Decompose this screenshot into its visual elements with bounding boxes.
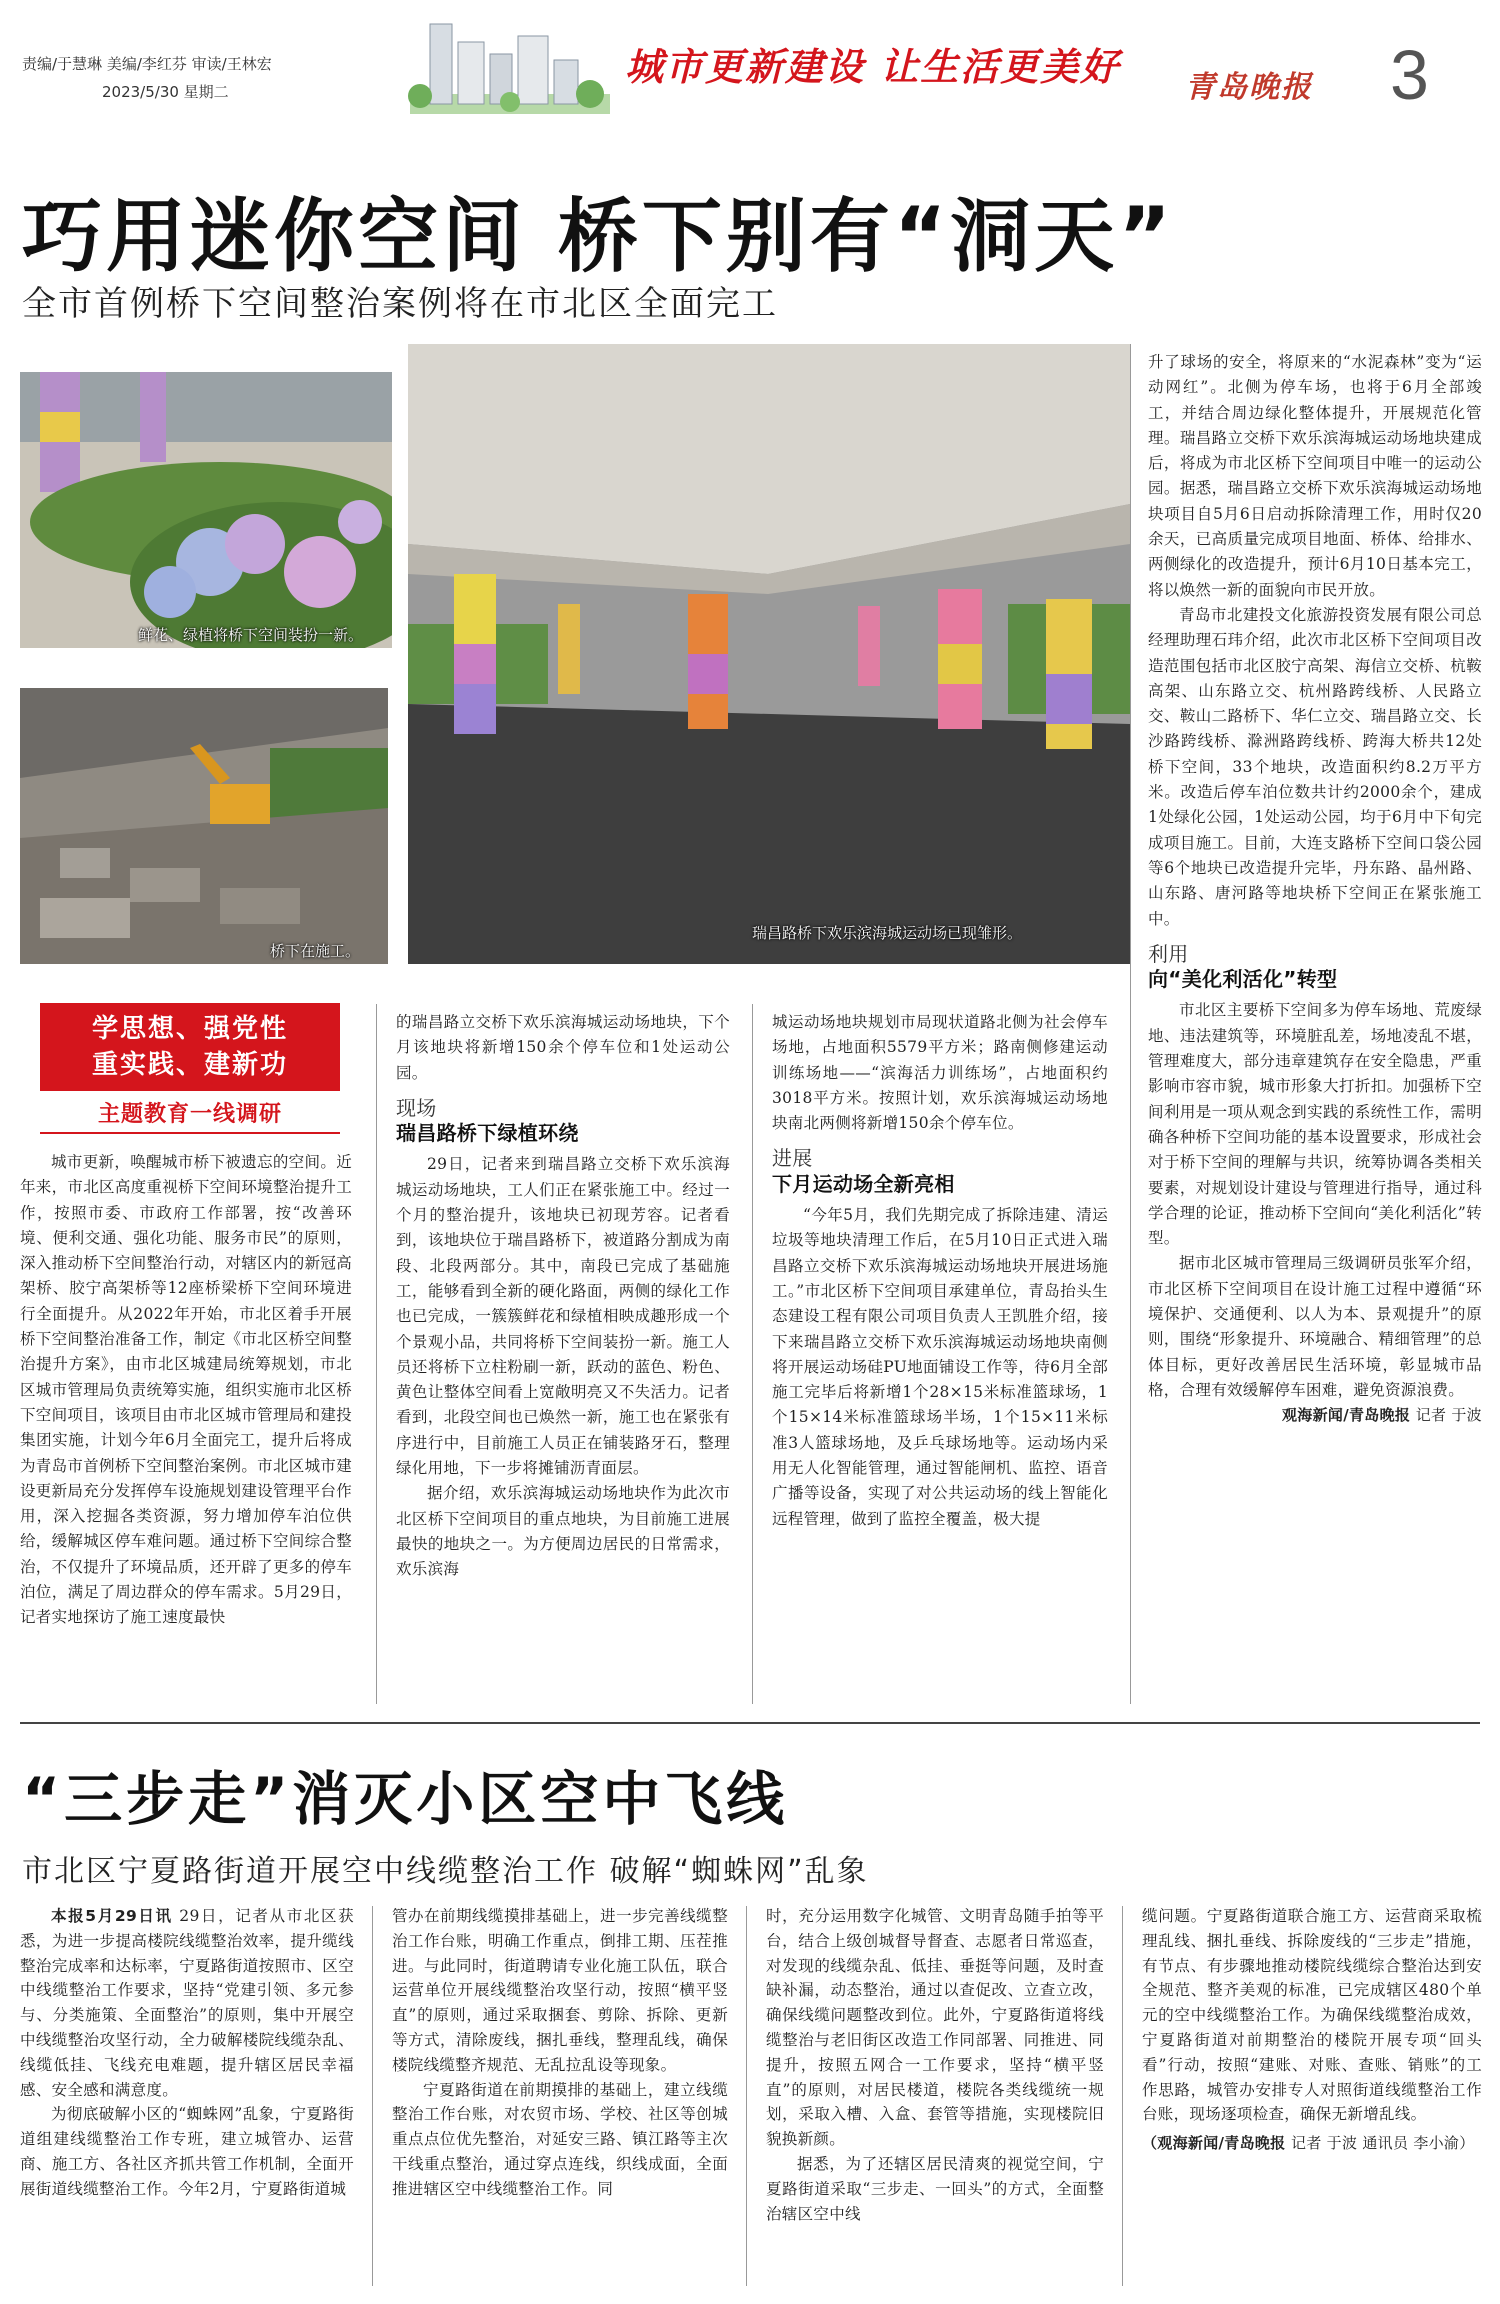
section-label: 进展 (772, 1146, 813, 1171)
section-title: 向“美化利活化”转型 (1148, 967, 1338, 992)
article1-column-2 (396, 1010, 730, 1583)
paragraph: 29日，记者来到瑞昌路立交桥下欢乐滨海城运动场地块，工人们正在紧张施工中。经过一个月的整治提升，该地块已初现芳容。记者看到，该地块位于瑞昌路桥下，被道路分割成为南段、北段两部分。其中，南段已完成了基础施工，能够看到全新的硬化路面，两侧的绿化工作也已完成，一簇簇鲜花和绿植相映成趣形成一个个景观小品，共同将桥下空间装扮一新。施工人员还将桥下立柱粉刷一新，跃动的蓝色、粉色、黄色让整体空间看上宽敞明亮又不失活力。记者看到，北段空间也已焕然一新，施工也在紧张有序进行中，目前施工人员正在铺装路牙石，整理绿化用地，下一步将摊铺沥青面层。 (396, 1155, 730, 1478)
article1-column-1 (20, 1150, 352, 1631)
article1-headline: 巧用迷你空间 桥下别有“洞天” (22, 190, 1176, 283)
column-divider (376, 1004, 377, 1704)
article1-subheadline: 全市首例桥下空间整治案例将在市北区全面完工 (22, 284, 778, 324)
section-title: 瑞昌路桥下绿植环绕 (396, 1121, 579, 1146)
article2-byline: （观海新闻/青岛晚报 记者 于波 通讯员 李小渝） (1142, 2134, 1475, 2153)
photo-sports-ground (408, 344, 1130, 964)
section-divider (20, 1722, 1480, 1724)
article2-column-4 (1142, 1904, 1482, 2156)
editor-credits (22, 50, 272, 106)
column-divider (1130, 344, 1131, 1704)
article1-column-3 (772, 1010, 1108, 1532)
photo-flowers (20, 372, 392, 648)
paragraph: 时，充分运用数字化城管、文明青岛随手拍等平台，结合上级创城督导督查、志愿者日常巡查，对发现的线缆杂乱、低挂、垂挺等问题，及时查缺补漏，动态整治，通过以查促改、立查立改，确保线缆问题整改到位。此外，宁夏路街道将线缆整治与老旧街区改造工作同部署、同推进、同提升，按照五网合一工作要求，坚持“横平竖直”的原则，对居民楼道，楼院各类线缆统一规划，采取入槽、入盒、套管等措施，实现楼院旧貌换新颜。 (766, 1907, 1104, 2149)
photo-caption: 桥下在施工。 (270, 942, 361, 960)
paragraph: 的瑞昌路立交桥下欢乐滨海城运动场地块，下个月该地块将新增150余个停车位和1处运动公园。 (396, 1013, 730, 1082)
column-divider (752, 1004, 753, 1704)
paragraph: 据悉，为了还辖区居民清爽的视觉空间，宁夏路街道采取“三步走、一回头”的方式，全面整治辖区空中线 (766, 2154, 1104, 2223)
paragraph: 青岛市北建投文化旅游投资发展有限公司总经理助理石玮介绍，此次市北区桥下空间项目改造范围包括市北区胶宁高架、海信立交桥、杭鞍高架、山东路立交、杭州路跨线桥、人民路立交、鞍山二路桥下、华仁立交、瑞昌路立交、长沙路跨线桥、滁洲路跨线桥、跨海大桥共12处桥下空间，33个地块，改造面积约8.2万平方米。改造后停车泊位数共计约2000余个，建成1处绿化公园，1处运动公园，均于6月中下旬完成项目施工。目前，大连支路桥下空间口袋公园等6个地块已改造提升完毕，丹东路、晶州路、山东路、唐河路等地块桥下空间正在紧张施工中。 (1148, 605, 1482, 928)
column-divider (746, 1906, 747, 2286)
section-title: 下月运动场全新亮相 (772, 1171, 955, 1196)
paragraph: 宁夏路街道在前期摸排的基础上，建立线缆整治工作台账，对农贸市场、学校、社区等创城重点点位优先整治，对延安三路、镇江路等主次干线重点整治，通过穿点连线，织线成面，全面推进辖区空中线缆整治工作。同 (392, 2080, 728, 2198)
masthead (0, 0, 1500, 140)
banner-slogan: 城市更新建设 让生活更美好 (625, 45, 1121, 89)
section-label: 利用 (1148, 941, 1189, 966)
theme-badge (40, 1003, 340, 1134)
paragraph: “今年5月，我们先期完成了拆除违建、清运垃圾等地块清理工作后，在5月10日正式进入瑞昌路立交桥下欢乐滨海城运动场地块开展进场施工。”市北区桥下空间项目承建单位，青岛抬头生态建设工程有限公司项目负责人王凯胜介绍，接下来瑞昌路立交桥下欢乐滨海城运动场地块南侧将开展运动场硅PU地面铺设工作等，待6月全部施工完毕后将新增1个28×15米标准篮球场，1个15×14米标准篮球场半场，1个15×11米标准3人篮球场地，及乒乓球场地等。运动场内采用无人化智能管理，通过智能闸机、监控、语音广播等设备，实现了对公共运动场的线上智能化远程管理，做到了监控全覆盖，极大提 (772, 1206, 1108, 1528)
photo-caption: 鲜花、绿植将桥下空间装扮一新。 (138, 626, 364, 644)
article2-column-1 (20, 1904, 354, 2202)
paragraph: 本报5月29日讯 29日，记者从市北区获悉，为进一步提高楼院线缆整治效率，提升缆线整治完成率和达标率，宁夏路街道按照市、区空中线缆整治工作要求，坚持“党建引领、多元参与、分类施策、全面整治”的原则，集中开展空中线缆整治攻坚行动，全力破解楼院线缆杂乱、线缆低挂、飞线充电难题，提升辖区居民幸福感、安全感和满意度。 (20, 1907, 354, 2099)
article2-subheadline: 市北区宁夏路街道开展空中线缆整治工作 破解“蜘蛛网”乱象 (22, 1854, 869, 1889)
paragraph: 为彻底破解小区的“蜘蛛网”乱象，宁夏路街道组建线缆整治工作专班，建立城管办、运营商、施工方、各社区齐抓共管工作机制，全面开展街道线缆整治工作。今年2月，宁夏路街道城 (20, 2105, 354, 2198)
article1-column-4 (1148, 350, 1482, 1428)
article2-column-3 (766, 1904, 1104, 2226)
article1-byline: 观海新闻/青岛晚报 记者 于波 (1282, 1406, 1482, 1425)
city-skyline-illustration (390, 14, 620, 122)
column-divider (1122, 1906, 1123, 2286)
paragraph: 管办在前期线缆摸排基础上，进一步完善线缆整治工作台账，明确工作重点，倒排工期、压茬推进。与此同时，街道聘请专业化施工队伍，联合运营单位开展线缆整治攻坚行动，按照“横平竖直”的原则，通过采取捆套、剪除、拆除、更新等方式，清除废线，捆扎垂线，整理乱线，确保楼院线缆整齐规范、无乱拉乱设等现象。 (392, 1907, 728, 2074)
column-divider (372, 1906, 373, 2286)
credits-line: 责编/于慧琳 美编/李红芬 审读/王林宏 (22, 55, 272, 73)
dateline: 本报5月29日讯 (51, 1907, 173, 1925)
badge-subtitle: 主题教育一线调研 (97, 1102, 282, 1127)
issue-date: 2023/5/30 星期二 (102, 83, 229, 101)
paragraph: 据市北区城市管理局三级调研员张军介绍，市北区桥下空间项目在设计施工过程中遵循“环境保护、交通便利、以人为本、景观提升”的原则，围绕“形象提升、环境融合、精细管理”的总体目标，更好改善居民生活环境，彰显城市品格，合理有效缓解停车困难，避免资源浪费。 (1148, 1254, 1482, 1399)
page-number: 3 (1390, 36, 1429, 114)
paragraph: 城市更新，唤醒城市桥下被遗忘的空间。近年来，市北区高度重视桥下空间环境整治提升工作，按照市委、市政府工作部署，按“改善环境、便利交通、强化功能、服务市民”的原则，深入推动桥下空间整治行动，对辖区内的新冠高架桥、胶宁高架桥等12座桥梁桥下空间环境进行全面提升。从2022年开始，市北区着手开展桥下空间整治准备工作，制定《市北区桥空间整治提升方案》，由市北区城建局统筹规划，市北区城市管理局负责统筹实施，组织实施市北区桥下空间项目，该项目由市北区城市管理局和建投集团实施，计划今年6月全面完工，提升后将成为青岛市首例桥下空间整治案例。市北区城市建设更新局充分发挥停车设施规划建设管理平台作用，深入挖掘各类资源，努力增加停车泊位供给，缓解城区停车难问题。通过桥下空间综合整治，不仅提升了环境品质，还开辟了更多的停车泊位，满足了周边群众的停车需求。5月29日，记者实地探访了施工速度最快 (20, 1153, 352, 1627)
paragraph: 市北区主要桥下空间多为停车场地、荒废绿地、违法建筑等，环境脏乱差，场地凌乱不堪，管理难度大，部分违章建筑存在安全隐患，严重影响市容市貌，城市形象大打折扣。加强桥下空间利用是一项从观念到实践的系统性工作，需明确各种桥下空间功能的基本设置要求，形成社会对于桥下空间的理解与共识，统筹协调各类相关要素，对规划设计建设与管理进行指导，通过科学合理的论证，推动桥下空间向“美化利活化”转型。 (1148, 1001, 1482, 1248)
photo-caption: 瑞昌路桥下欢乐滨海城运动场已现雏形。 (752, 924, 1023, 942)
photo-construction (20, 688, 388, 964)
paragraph: 城运动场地块规划市局现状道路北侧为社会停车场地，占地面积5579平方米；路南侧修建运动训练场地——“滨海活力训练场”，占地面积约3018平方米。按照计划，欢乐滨海城运动场地块南北两侧将新增150余个停车位。 (772, 1013, 1108, 1133)
paragraph: 缆问题。宁夏路街道联合施工方、运营商采取梳理乱线、捆扎垂线、拆除废线的“三步走”措施，有节点、有步骤地推动楼院线缆综合整治达到安全规范、整齐美观的标准，已完成辖区480个单元的空中线缆整治工作。为确保线缆整治成效，宁夏路街道对前期整治的楼院开展专项“回头看”行动，按照“建账、对账、查账、销账”的工作思路，城管办安排专人对照街道线缆整治工作台账，现场逐项检查，确保无新增乱线。 (1142, 1907, 1482, 2124)
article2-column-2 (392, 1904, 728, 2202)
badge-title: 学思想、强党性 重实践、建新功 (40, 1003, 340, 1091)
paragraph: 据介绍，欢乐滨海城运动场地块作为此次市北区桥下空间项目的重点地块，为目前施工进展最快的地块之一。为方便周边居民的日常需求，欢乐滨海 (396, 1484, 730, 1579)
article2-headline: “三步走”消灭小区空中飞线 (22, 1765, 789, 1833)
paragraph: 升了球场的安全，将原来的“水泥森林”变为“运动网红”。北侧为停车场，也将于6月全部竣工，并结合周边绿化整体提升，开展规范化管理。瑞昌路立交桥下欢乐滨海城运动场地块建成后，将成为市北区桥下空间项目中唯一的运动公园。据悉，瑞昌路立交桥下欢乐滨海城运动场地块项目自5月6日启动拆除清理工作，用时仅20余天，已高质量完成项目地面、桥体、给排水、两侧绿化的改造提升，预计6月10日基本完工，将以焕然一新的面貌向市民开放。 (1148, 353, 1482, 599)
section-label: 现场 (396, 1095, 437, 1120)
newspaper-logo: 青岛晚报 (1185, 70, 1313, 105)
divider (40, 1132, 340, 1134)
